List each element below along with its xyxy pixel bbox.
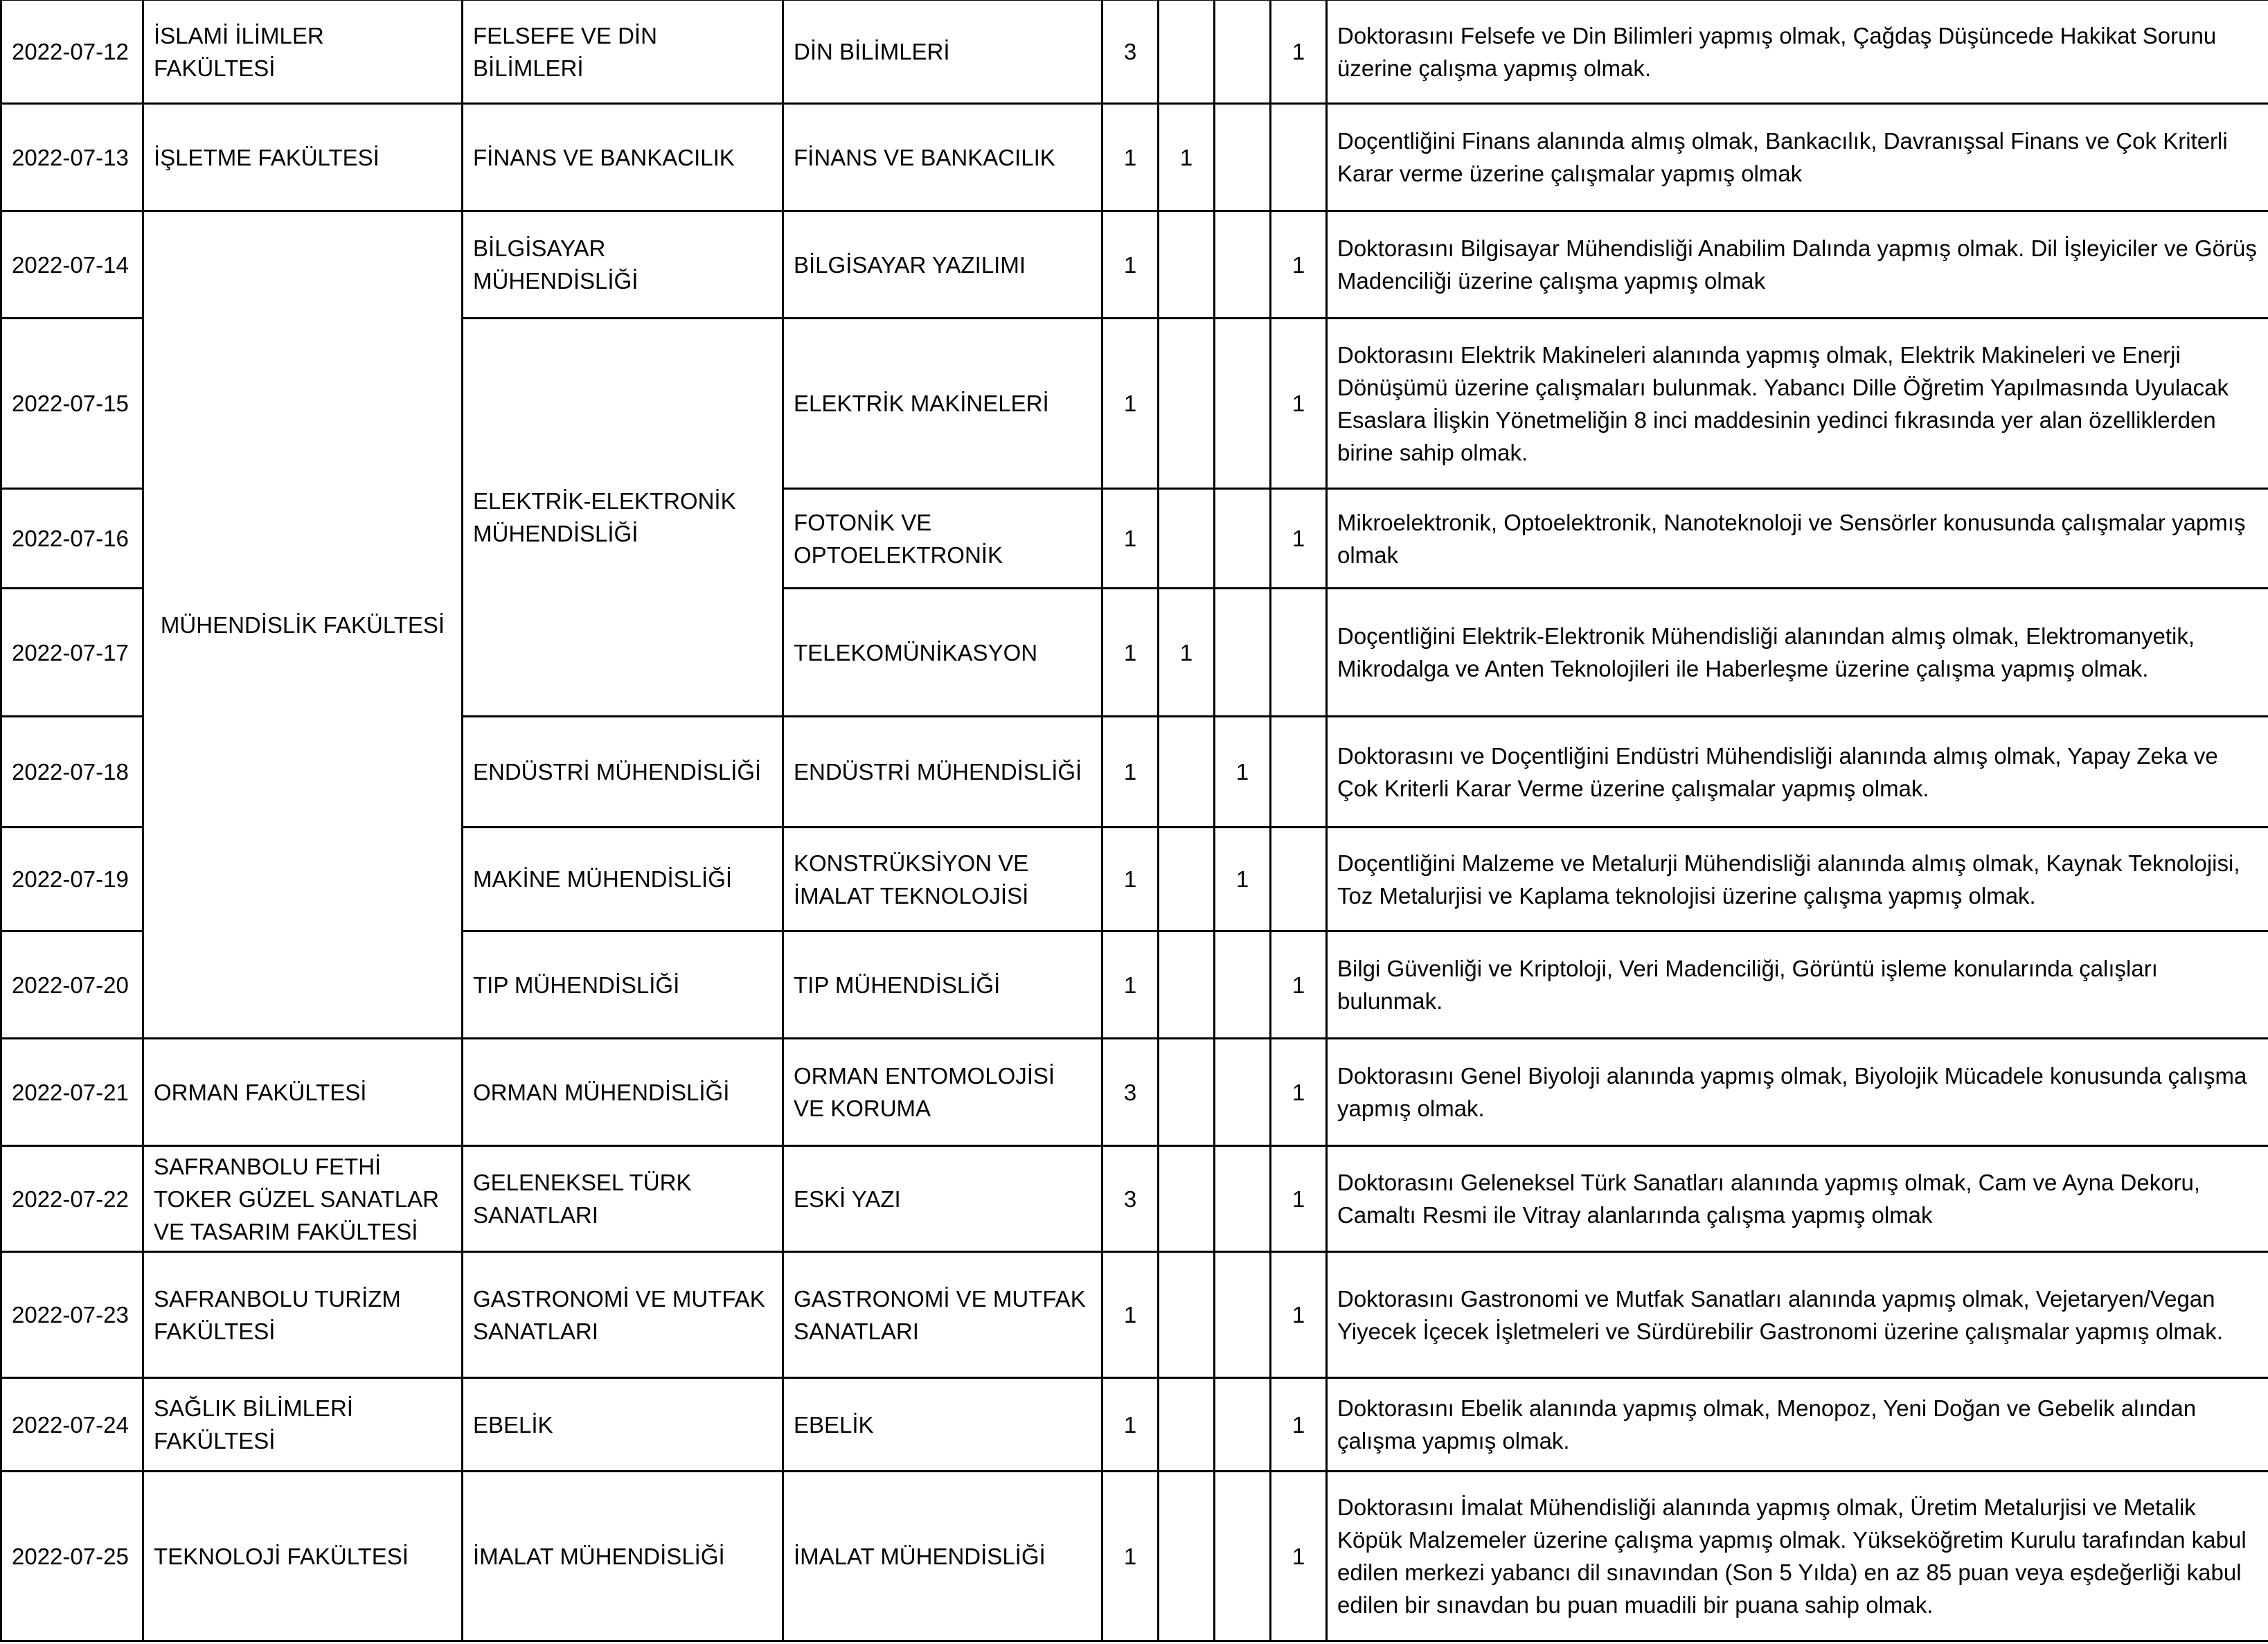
requirement-cell: Mikroelektronik, Optoelektronik, Nanoteknoloji ve Sensörler konusunda çalışmalar yapmış olmak — [1327, 489, 2268, 589]
count-cell-3 — [1215, 589, 1271, 717]
count-cell-4: 1 — [1271, 1146, 1327, 1252]
date-cell: 2022-07-19 — [1, 828, 143, 931]
field-cell: İMALAT MÜHENDİSLİĞİ — [783, 1472, 1102, 1641]
count-cell-3 — [1215, 1039, 1271, 1146]
count-cell-2 — [1159, 0, 1215, 104]
requirement-cell: Doktorasını Ebelik alanında yapmış olmak, Menopoz, Yeni Doğan ve Gebelik alından çalışma yapmış olmak. — [1327, 1378, 2268, 1472]
count-cell-4: 1 — [1271, 1252, 1327, 1378]
count-cell-4: 1 — [1271, 0, 1327, 104]
faculty-cell: İSLAMİ İLİMLER FAKÜLTESİ — [143, 0, 463, 104]
requirement-cell: Doktorasını Gastronomi ve Mutfak Sanatları alanında yapmış olmak, Vejetaryen/Vegan Yiyecek İçecek İşletmeleri ve Sürdürebilir Gastronomi üzerine çalışmalar yapmış olmak. — [1327, 1252, 2268, 1378]
date-cell: 2022-07-16 — [1, 489, 143, 589]
requirement-cell: Doktorasını ve Doçentliğini Endüstri Mühendisliği alanında almış olmak, Yapay Zeka ve Çok Kriterli Karar Verme üzerine çalışmalar yapmış olmak. — [1327, 717, 2268, 828]
count-cell-2 — [1159, 1252, 1215, 1378]
count-cell-3 — [1215, 1252, 1271, 1378]
requirement-cell: Doktorasını Geleneksel Türk Sanatları alanında yapmış olmak, Cam ve Ayna Dekoru, Camaltı Resmi ile Vitray alanlarında çalışma yapmış olmak — [1327, 1146, 2268, 1252]
count-cell-3 — [1215, 931, 1271, 1039]
count-cell-1: 1 — [1102, 1378, 1159, 1472]
count-cell-4: 1 — [1271, 931, 1327, 1039]
count-cell-2 — [1159, 1146, 1215, 1252]
requirement-cell: Doçentliğini Elektrik-Elektronik Mühendisliği alanından almış olmak, Elektromanyetik, Mikrodalga ve Anten Teknolojileri ile Haberleşme üzerine çalışma yapmış olmak. — [1327, 589, 2268, 717]
department-cell: EBELİK — [463, 1378, 783, 1472]
count-cell-2 — [1159, 211, 1215, 319]
requirement-cell: Doktorasını Bilgisayar Mühendisliği Anabilim Dalında yapmış olmak. Dil İşleyiciler ve Görüş Madenciliği üzerine çalışma yapmış olmak — [1327, 211, 2268, 319]
requirement-cell: Doktorasını İmalat Mühendisliği alanında yapmış olmak, Üretim Metalurjisi ve Metalik Köpük Malzemeler üzerine çalışma yapmış olmak. Yükseköğretim Kurulu tarafından kabul edilen merkezi yabancı dil sınavından (Son 5 Yılda) en az 85 puan veya eşdeğerliği kabul edilen bir sınavdan bu puan muadili bir puana sahip olmak. — [1327, 1472, 2268, 1641]
table-row — [1, 1472, 2268, 1641]
count-cell-1: 1 — [1102, 489, 1159, 589]
date-cell: 2022-07-15 — [1, 319, 143, 489]
count-cell-2 — [1159, 1472, 1215, 1641]
count-cell-1: 3 — [1102, 0, 1159, 104]
count-cell-2 — [1159, 1378, 1215, 1472]
count-cell-1: 1 — [1102, 104, 1159, 211]
count-cell-2 — [1159, 1039, 1215, 1146]
count-cell-4 — [1271, 717, 1327, 828]
count-cell-4 — [1271, 828, 1327, 931]
count-cell-4: 1 — [1271, 1039, 1327, 1146]
field-cell: ELEKTRİK MAKİNELERİ — [783, 319, 1102, 489]
faculty-cell: TEKNOLOJİ FAKÜLTESİ — [143, 1472, 463, 1641]
count-cell-1: 1 — [1102, 1252, 1159, 1378]
count-cell-3 — [1215, 104, 1271, 211]
date-cell: 2022-07-17 — [1, 589, 143, 717]
count-cell-3 — [1215, 211, 1271, 319]
department-cell: FELSEFE VE DİN BİLİMLERİ — [463, 0, 783, 104]
table-row — [1, 1146, 2268, 1252]
requirement-cell: Doktorasını Felsefe ve Din Bilimleri yapmış olmak, Çağdaş Düşüncede Hakikat Sorunu üzerine çalışma yapmış olmak. — [1327, 0, 2268, 104]
count-cell-2: 1 — [1159, 589, 1215, 717]
requirement-cell: Doktorasını Genel Biyoloji alanında yapmış olmak, Biyolojik Mücadele konusunda çalışma yapmış olmak. — [1327, 1039, 2268, 1146]
date-cell: 2022-07-13 — [1, 104, 143, 211]
count-cell-3 — [1215, 1378, 1271, 1472]
count-cell-2 — [1159, 828, 1215, 931]
count-cell-4 — [1271, 104, 1327, 211]
count-cell-2 — [1159, 717, 1215, 828]
faculty-cell: ORMAN FAKÜLTESİ — [143, 1039, 463, 1146]
department-cell: MAKİNE MÜHENDİSLİĞİ — [463, 828, 783, 931]
requirement-cell: Doçentliğini Finans alanında almış olmak, Bankacılık, Davranışsal Finans ve Çok Kriterli Karar verme üzerine çalışmalar yapmış olmak — [1327, 104, 2268, 211]
department-cell: BİLGİSAYAR MÜHENDİSLİĞİ — [463, 211, 783, 319]
date-cell: 2022-07-18 — [1, 717, 143, 828]
date-cell: 2022-07-14 — [1, 211, 143, 319]
field-cell: DİN BİLİMLERİ — [783, 0, 1102, 104]
count-cell-4: 1 — [1271, 1472, 1327, 1641]
count-cell-1: 1 — [1102, 717, 1159, 828]
count-cell-3 — [1215, 1146, 1271, 1252]
count-cell-1: 3 — [1102, 1146, 1159, 1252]
table-row — [1, 1252, 2268, 1378]
requirement-cell: Doçentliğini Malzeme ve Metalurji Mühendisliği alanında almış olmak, Kaynak Teknolojisi, Toz Metalurjisi ve Kaplama teknolojisi üzerine çalışma yapmış olmak. — [1327, 828, 2268, 931]
field-cell: TIP MÜHENDİSLİĞİ — [783, 931, 1102, 1039]
table-row — [1, 1378, 2268, 1472]
count-cell-2 — [1159, 489, 1215, 589]
department-cell: FİNANS VE BANKACILIK — [463, 104, 783, 211]
department-cell: ELEKTRİK-ELEKTRONİK MÜHENDİSLİĞİ — [463, 319, 783, 717]
count-cell-3: 1 — [1215, 717, 1271, 828]
field-cell: EBELİK — [783, 1378, 1102, 1472]
department-cell: ENDÜSTRİ MÜHENDİSLİĞİ — [463, 717, 783, 828]
department-cell: GASTRONOMİ VE MUTFAK SANATLARI — [463, 1252, 783, 1378]
count-cell-2 — [1159, 319, 1215, 489]
faculty-cell: MÜHENDİSLİK FAKÜLTESİ — [143, 211, 463, 1039]
count-cell-2 — [1159, 931, 1215, 1039]
field-cell: FOTONİK VE OPTOELEKTRONİK — [783, 489, 1102, 589]
count-cell-3 — [1215, 319, 1271, 489]
count-cell-1: 1 — [1102, 828, 1159, 931]
date-cell: 2022-07-25 — [1, 1472, 143, 1641]
count-cell-3 — [1215, 1472, 1271, 1641]
department-cell: TIP MÜHENDİSLİĞİ — [463, 931, 783, 1039]
table-row — [1, 0, 2268, 104]
count-cell-1: 1 — [1102, 1472, 1159, 1641]
field-cell: BİLGİSAYAR YAZILIMI — [783, 211, 1102, 319]
field-cell: ENDÜSTRİ MÜHENDİSLİĞİ — [783, 717, 1102, 828]
table-row — [1, 1039, 2268, 1146]
date-cell: 2022-07-22 — [1, 1146, 143, 1252]
count-cell-2: 1 — [1159, 104, 1215, 211]
faculty-cell: İŞLETME FAKÜLTESİ — [143, 104, 463, 211]
count-cell-1: 1 — [1102, 931, 1159, 1039]
table-row — [1, 104, 2268, 211]
date-cell: 2022-07-24 — [1, 1378, 143, 1472]
field-cell: TELEKOMÜNİKASYON — [783, 589, 1102, 717]
field-cell: ESKİ YAZI — [783, 1146, 1102, 1252]
count-cell-4: 1 — [1271, 489, 1327, 589]
count-cell-1: 3 — [1102, 1039, 1159, 1146]
date-cell: 2022-07-23 — [1, 1252, 143, 1378]
date-cell: 2022-07-21 — [1, 1039, 143, 1146]
count-cell-1: 1 — [1102, 211, 1159, 319]
count-cell-4: 1 — [1271, 211, 1327, 319]
department-cell: İMALAT MÜHENDİSLİĞİ — [463, 1472, 783, 1641]
count-cell-4: 1 — [1271, 1378, 1327, 1472]
field-cell: KONSTRÜKSİYON VE İMALAT TEKNOLOJİSİ — [783, 828, 1102, 931]
table-row — [1, 211, 2268, 319]
department-cell: ORMAN MÜHENDİSLİĞİ — [463, 1039, 783, 1146]
requirement-cell: Bilgi Güvenliği ve Kriptoloji, Veri Madenciliği, Görüntü işleme konularında çalışları bulunmak. — [1327, 931, 2268, 1039]
department-cell: GELENEKSEL TÜRK SANATLARI — [463, 1146, 783, 1252]
faculty-cell: SAFRANBOLU TURİZM FAKÜLTESİ — [143, 1252, 463, 1378]
field-cell: GASTRONOMİ VE MUTFAK SANATLARI — [783, 1252, 1102, 1378]
count-cell-4 — [1271, 589, 1327, 717]
count-cell-3: 1 — [1215, 828, 1271, 931]
count-cell-1: 1 — [1102, 589, 1159, 717]
faculty-cell: SAĞLIK BİLİMLERİ FAKÜLTESİ — [143, 1378, 463, 1472]
date-cell: 2022-07-20 — [1, 931, 143, 1039]
count-cell-3 — [1215, 0, 1271, 104]
count-cell-4: 1 — [1271, 319, 1327, 489]
date-cell: 2022-07-12 — [1, 0, 143, 104]
faculty-cell: SAFRANBOLU FETHİ TOKER GÜZEL SANATLAR VE TASARIM FAKÜLTESİ — [143, 1146, 463, 1252]
field-cell: FİNANS VE BANKACILIK — [783, 104, 1102, 211]
field-cell: ORMAN ENTOMOLOJİSİ VE KORUMA — [783, 1039, 1102, 1146]
count-cell-3 — [1215, 489, 1271, 589]
requirement-cell: Doktorasını Elektrik Makineleri alanında yapmış olmak, Elektrik Makineleri ve Enerji Dönüşümü üzerine çalışmaları bulunmak. Yabancı Dille Öğretim Yapılmasında Uyulacak Esaslara İlişkin Yönetmeliğin 8 inci maddesinin yedinci fıkrasında yer alan özelliklerden birine sahip olmak. — [1327, 319, 2268, 489]
count-cell-1: 1 — [1102, 319, 1159, 489]
